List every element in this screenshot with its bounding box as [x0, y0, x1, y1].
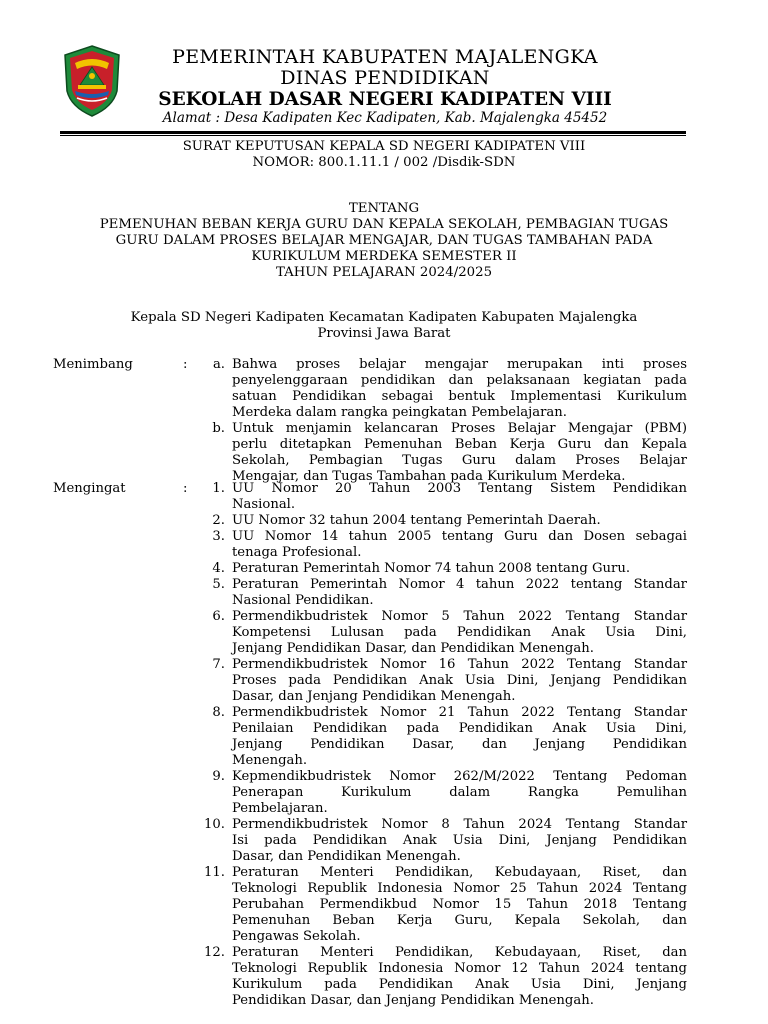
clause-text — [232, 817, 687, 865]
clause-number: a. — [212, 357, 225, 372]
clause-text-line: Merdeka dalam rangka peingkatan Pembelajaran. — [232, 405, 567, 420]
clause-text-line: Untuk menjamin kelancaran Proses Belajar Mengajar (PBM) — [232, 421, 687, 436]
clause-text-line: Pemenuhan Beban Kerja Guru, Kepala Sekolah, dan — [232, 913, 687, 928]
about-line: TAHUN PELAJARAN 2024/2025 — [275, 265, 493, 280]
clause-text-line: UU Nomor 14 tahun 2005 tentang Guru dan Dosen sebagai — [232, 529, 687, 544]
clause-text-line: tenaga Profesional. — [232, 545, 362, 560]
header-government: PEMERINTAH KABUPATEN MAJALENGKA — [172, 46, 598, 68]
clause-text — [232, 865, 687, 945]
clause-number: 12. — [204, 945, 225, 960]
clause-text-line: Bahwa proses belajar mengajar merupakan inti proses — [232, 357, 687, 372]
clause-number: 6. — [212, 609, 225, 624]
menimbang-colon: : — [183, 357, 188, 372]
clause-text-line: Kepmendikbudristek Nomor 262/M/2022 Tentang Pedoman — [232, 769, 687, 784]
clause-text — [232, 577, 687, 609]
header-school-name: SEKOLAH DASAR NEGERI KADIPATEN VIII — [158, 89, 612, 110]
clause-text-line: Peraturan Pemerintah Nomor 74 tahun 2008 tentang Guru. — [232, 561, 631, 576]
header-address: Alamat : Desa Kadipaten Kec Kadipaten, Kab. Majalengka 45452 — [162, 110, 608, 126]
clause-text-line: Peraturan Pemerintah Nomor 4 tahun 2022 tentang Standar — [232, 577, 687, 592]
clause-text — [232, 769, 687, 817]
clause-text-line: UU Nomor 20 Tahun 2003 Tentang Sistem Pendidikan — [232, 481, 687, 496]
clause-number: 10. — [204, 817, 225, 832]
clause-text-line: Penilaian Pendidikan pada Pendidikan Anak Usia Dini, — [232, 721, 687, 736]
clause-text — [232, 529, 687, 561]
about-line: KURIKULUM MERDEKA SEMESTER II — [251, 249, 517, 264]
clause-text-line: Kompetensi Lulusan pada Pendidikan Anak Usia Dini, — [232, 625, 687, 640]
clause-text-line: Nasional Pendidikan. — [232, 593, 374, 608]
clause-text-line: Perubahan Permendikbud Nomor 15 Tahun 2018 Tentang — [232, 897, 687, 912]
header-divider-thick — [60, 131, 686, 134]
clause-text-line: Permendikbudristek Nomor 16 Tahun 2022 Tentang Standar — [232, 657, 687, 672]
clause-text-line: Kurikulum pada Pendidikan Anak Usia Dini, Jenjang — [232, 977, 687, 992]
menimbang-label: Menimbang — [53, 357, 133, 372]
clause-number: 1. — [212, 481, 225, 496]
clause-text — [232, 421, 687, 485]
clause-number: 2. — [212, 513, 225, 528]
header-agency: DINAS PENDIDIKAN — [280, 67, 490, 89]
clause-text — [232, 657, 687, 705]
clause-text — [232, 945, 687, 1009]
clause-text-line: Nasional. — [232, 497, 296, 512]
clause-text-line: Permendikbudristek Nomor 8 Tahun 2024 Tentang Standar — [232, 817, 687, 832]
clause-text-line: Peraturan Menteri Pendidikan, Kebudayaan, Riset, dan — [232, 865, 687, 880]
clause-number: 8. — [212, 705, 225, 720]
clause-text-line: Isi pada Pendidikan Anak Usia Dini, Jenjang Pendidikan — [232, 833, 687, 848]
about-line: PEMENUHAN BEBAN KERJA GURU DAN KEPALA SEKOLAH, PEMBAGIAN TUGAS — [99, 217, 669, 232]
clause-text-line: perlu ditetapkan Pemenuhan Beban Kerja Guru dan Kepala — [232, 437, 687, 452]
clause-text-line: Teknologi Republik Indonesia Nomor 25 Tahun 2024 Tentang — [232, 881, 687, 896]
clause-number: 11. — [204, 865, 225, 880]
clause-number: 4. — [212, 561, 225, 576]
clause-text-line: Mengajar, dan Tugas Tambahan pada Kurikulum Merdeka. — [232, 469, 626, 484]
clause-text-line: Pengawas Sekolah. — [232, 929, 361, 944]
clause-text-line: penyelenggaraan pendidikan dan pelaksanaan kegiatan pada — [232, 373, 687, 388]
clause-text-line: Teknologi Republik Indonesia Nomor 12 Tahun 2024 tentang — [232, 961, 687, 976]
clause-text — [232, 513, 687, 529]
decree-title: SURAT KEPUTUSAN KEPALA SD NEGERI KADIPATEN VIII — [182, 139, 586, 154]
mengingat-label: Mengingat — [53, 481, 126, 496]
clause-text-line: Dasar, dan Jenjang Pendidikan Menengah. — [232, 689, 516, 704]
clause-number: 7. — [212, 657, 225, 672]
clause-text-line: Sekolah, Pembagian Tugas Guru dalam Proses Belajar — [232, 453, 687, 468]
clause-number: 9. — [212, 769, 225, 784]
clause-number: 5. — [212, 577, 225, 592]
clause-text — [232, 609, 687, 657]
clause-text — [232, 357, 687, 421]
clause-number: 3. — [212, 529, 225, 544]
issuer-line: Kepala SD Negeri Kadipaten Kecamatan Kadipaten Kabupaten Majalengka — [130, 310, 638, 325]
mengingat-colon: : — [183, 481, 188, 496]
clause-text-line: Pembelajaran. — [232, 801, 328, 816]
clause-text-line: Menengah. — [232, 753, 308, 768]
clause-text-line: Proses pada Pendidikan Anak Usia Dini, Jenjang Pendidikan — [232, 673, 687, 688]
clause-number: b. — [212, 421, 225, 436]
clause-text-line: UU Nomor 32 tahun 2004 tentang Pemerintah Daerah. — [232, 513, 601, 528]
regency-crest-logo — [63, 45, 121, 117]
clause-text-line: Pendidikan Dasar, dan Jenjang Pendidikan Menengah. — [232, 993, 594, 1008]
clause-text-line: Peraturan Menteri Pendidikan, Kebudayaan, Riset, dan — [232, 945, 687, 960]
about-line: GURU DALAM PROSES BELAJAR MENGAJAR, DAN TUGAS TAMBAHAN PADA — [115, 233, 653, 248]
clause-text-line: Jenjang Pendidikan Dasar, dan Pendidikan Menengah. — [232, 641, 594, 656]
clause-text-line: Dasar, dan Pendidikan Menengah. — [232, 849, 461, 864]
header-divider-thin — [60, 135, 686, 136]
clause-text — [232, 481, 687, 513]
decree-number: NOMOR: 800.1.11.1 / 002 /Disdik-SDN — [252, 155, 516, 170]
clause-text — [232, 705, 687, 769]
clause-text-line: satuan Pendidikan sebagai bentuk Implementasi Kurikulum — [232, 389, 687, 404]
clause-text — [232, 561, 687, 577]
clause-text-line: Permendikbudristek Nomor 5 Tahun 2022 Tentang Standar — [232, 609, 687, 624]
clause-text-line: Permendikbudristek Nomor 21 Tahun 2022 Tentang Standar — [232, 705, 687, 720]
clause-text-line: Penerapan Kurikulum dalam Rangka Pemulihan — [232, 785, 687, 800]
issuer-line: Provinsi Jawa Barat — [317, 326, 451, 341]
about-heading: TENTANG — [348, 201, 420, 216]
clause-text-line: Jenjang Pendidikan Dasar, dan Jenjang Pendidikan — [232, 737, 687, 752]
